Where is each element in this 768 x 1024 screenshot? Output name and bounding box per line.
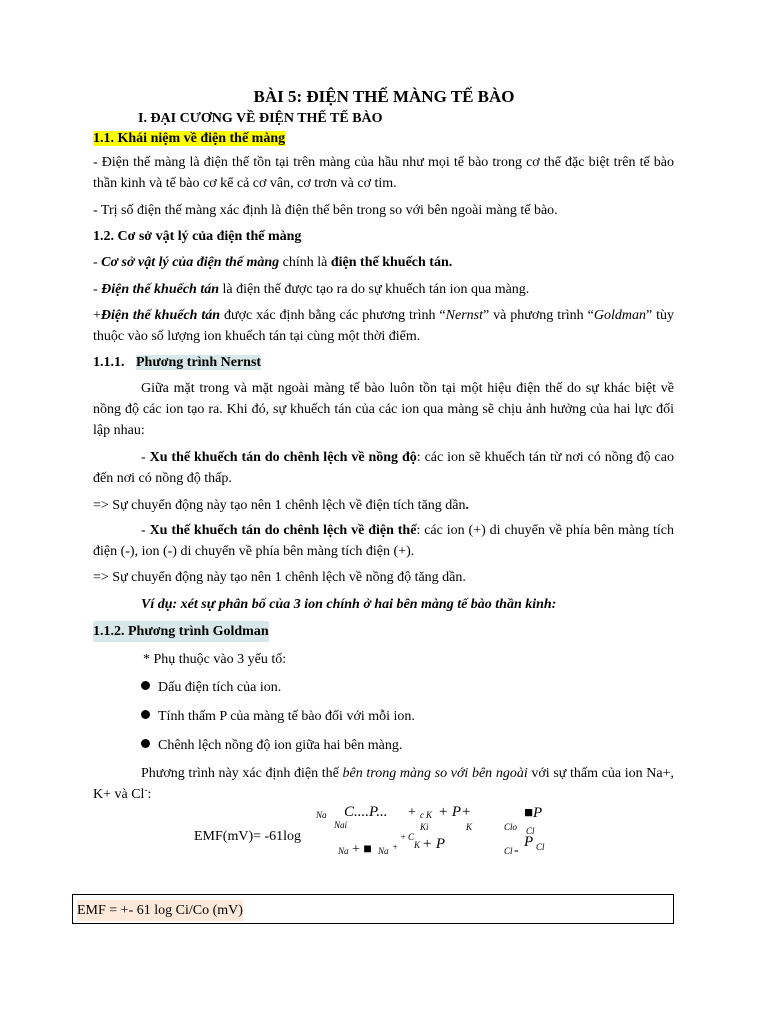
p5-mid2: ” và phương trình “ (483, 308, 594, 323)
formula-den-p-cl-sub: Cl (536, 842, 545, 852)
bullet-dot (141, 710, 150, 719)
formula-den-c: C (408, 832, 415, 842)
p13-c: với sự thấm của ion Na+, K+ và Cl (93, 766, 674, 802)
document-title: BÀI 5: ĐIỆN THẾ MÀNG TẾ BÀO (253, 87, 515, 106)
formula-num-plus: + (408, 805, 416, 820)
formula-den-na: Na (338, 846, 349, 856)
p4-term: Điện thế khuếch tán (101, 282, 220, 297)
p13-italic: bên trong màng so với bên ngoài (342, 766, 528, 781)
bullet-text: Dấu điện tích của ion. (158, 680, 282, 695)
bullet-text: Chênh lệch nồng độ ion giữa hai bên màng. (158, 738, 403, 753)
p9-term: Xu thế khuếch tán do chênh lệch về điện thế (149, 523, 417, 538)
heading-1-1 (93, 128, 285, 149)
formula-sub-cl-top: Cl (526, 826, 535, 836)
formula-sub-ki: Ki (420, 822, 429, 832)
formula-lhs: EMF(mV)= -61log (194, 829, 302, 844)
p7-rest: : các ion sẽ khuếch tán từ nơi có nồng độ cao đến nơi có nồng độ thấp. (93, 450, 674, 486)
bullet-dot (141, 681, 150, 690)
paragraph-1: - Điện thế màng là điện thế tồn tại trên màng của hầu như mọi tế bào trong cơ thể đặc biệt trên tế bào thần kinh và tế bào cơ kể cả cơ vân, cơ trơn và cơ tim. (93, 155, 674, 191)
formula-num-c: c (420, 810, 424, 820)
example-line: Ví dụ: xét sự phân bố của 3 ion chính ở hai bên màng tế bào thần kinh: (141, 597, 557, 612)
formula-den-plus-small: + (400, 832, 407, 842)
formula-sub-clo: Clo (504, 822, 518, 832)
formula-num-k: K (426, 810, 433, 820)
paragraph-9 (93, 520, 674, 562)
emf-summary-box (72, 894, 674, 924)
p9-rest: : các ion (+) di chuyển về phía bên màng tích điện (-), ion (-) di chuyển về phía bên màng tích điện (+). (93, 523, 674, 559)
formula-den-plus: + (392, 842, 399, 852)
formula-den-minus: - (514, 843, 519, 858)
heading-1-2: 1.2. Cơ sở vật lý của điện thế màng (93, 229, 302, 244)
bullet-item (141, 706, 415, 727)
formula-den-na2: Na (378, 846, 389, 856)
paragraph-5 (93, 305, 674, 347)
paragraph-10: => Sự chuyển động này tạo nên 1 chênh lệch về nồng độ tăng dần. (93, 570, 466, 585)
section-heading-1: I. ĐẠI CƯƠNG VỀ ĐIỆN THẾ TẾ BÀO (138, 111, 383, 126)
p5-rest: ” tùy thuộc vào số lượng ion khuếch tán tại cùng một thời điểm. (93, 308, 675, 344)
formula-den-k: K (414, 840, 421, 850)
paragraph-13 (93, 763, 674, 805)
p5-goldman: Goldman (593, 308, 646, 323)
p8-text: => Sự chuyển động này tạo nên 1 chênh lệch về điện tích tăng dần (93, 498, 466, 513)
heading-1-1-1-text: Phương trình Nernst (136, 355, 262, 370)
paragraph-8 (93, 495, 674, 516)
p5-prefix: + (93, 308, 101, 323)
formula-den-cl: Cl (504, 846, 513, 856)
bullet-item (141, 677, 281, 698)
p5-term: Điện thế khuếch tán (100, 308, 221, 323)
heading-1-1-2: 1.1.2. Phương trình Goldman (93, 621, 269, 642)
p13-d: : (147, 787, 152, 802)
bullet-item (141, 735, 402, 756)
formula-den-p: + P (422, 836, 446, 852)
p5-mid: được xác định bằng các phương trình “ (220, 308, 446, 323)
formula-sub-na-top: Na (316, 810, 327, 820)
p13-sup: - (144, 784, 148, 795)
p3-bold: điện thế khuếch tán. (330, 255, 453, 270)
paragraph-3 (93, 252, 674, 273)
p7-prefix: - (141, 450, 150, 465)
bullet-text: Tính thấm P của màng tế bào đối với mỗi ion. (158, 709, 415, 724)
formula-den-p-cl: P (524, 834, 534, 850)
p7-term: Xu thế khuếch tán do chênh lệch về nồng độ (149, 450, 417, 465)
p3-term: Cơ sở vật lý của điện thế màng (101, 255, 280, 270)
formula-sub-k: K (466, 822, 473, 832)
formula-num-p: + P+ (438, 804, 472, 820)
formula-numerator-main: C....P... (344, 804, 388, 820)
p3-prefix: - (93, 255, 102, 270)
paragraph-4 (93, 279, 674, 300)
formula-sub-na-i: Nai (334, 820, 348, 830)
paragraph-7 (93, 447, 674, 489)
p9-prefix: - (141, 523, 150, 538)
p8-end: . (465, 498, 469, 513)
p4-prefix: - (93, 282, 102, 297)
heading-1-1-1-number: 1.1.1. (93, 355, 125, 370)
goldman-formula (0, 800, 768, 860)
paragraph-2: - Trị số điện thế màng xác định là điện thế bên trong so với bên ngoài màng tế bào. (93, 203, 558, 218)
bullet-dot (141, 739, 150, 748)
formula-num-square-p: ■P (524, 805, 543, 821)
p4-rest: là điện thế được tạo ra do sự khuếch tán ion qua màng. (219, 282, 530, 297)
p3-mid: chính là (279, 255, 331, 270)
paragraph-12: * Phụ thuộc vào 3 yếu tố: (143, 652, 287, 667)
emf-summary-text: EMF = +- 61 log Ci/Co (mV) (77, 900, 243, 921)
heading-1-1-text: 1.1. Khái niệm về điện thế màng (93, 131, 286, 146)
paragraph-6: Giữa mặt trong và mặt ngoài màng tế bào luôn tồn tại một hiệu điện thế do sự khác biệt về nồng độ các ion tạo ra. Khi đó, sự khuếch tán của các ion qua màng sẽ chịu ảnh hưởng của hai lực đối lập nhau: (93, 381, 674, 438)
formula-den-plus-square: + ■ (352, 842, 372, 857)
heading-1-1-1 (93, 352, 261, 373)
p13-a: Phương trình này xác định điện thế (141, 766, 343, 781)
p5-nernst: Nernst (445, 308, 483, 323)
